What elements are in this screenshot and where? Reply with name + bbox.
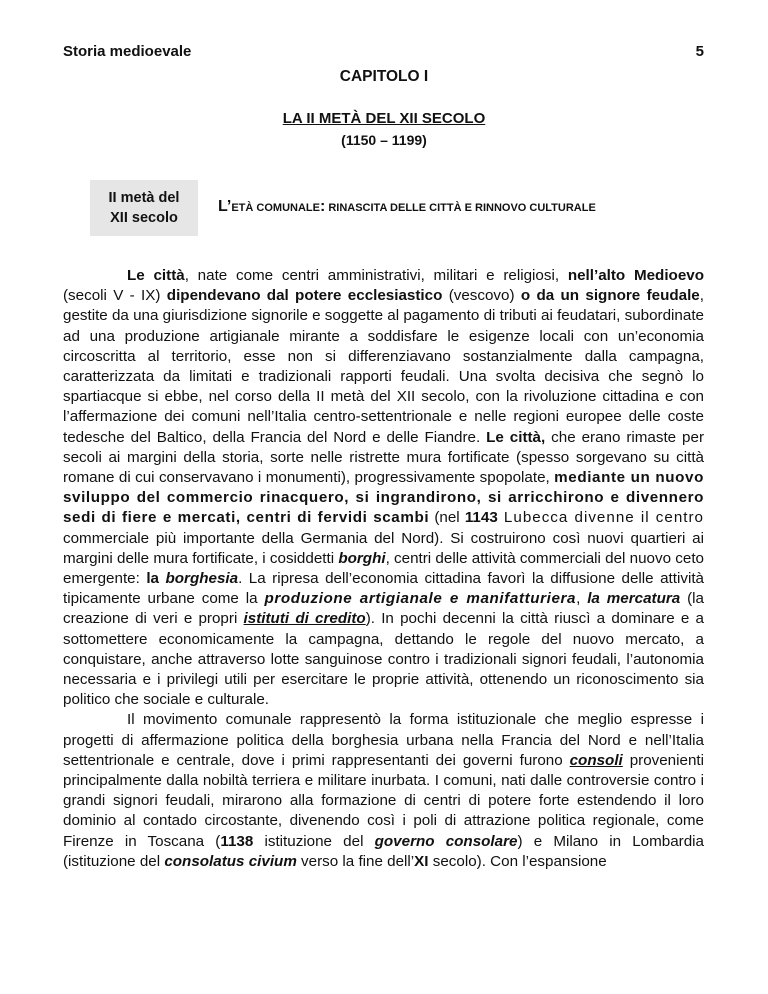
margin-note-line-1: II metà del [108,190,180,206]
page-number: 5 [695,43,704,60]
subtitle-initial: L [218,198,227,215]
text-bold-italic-underlined: consoli [569,751,623,769]
subtitle-apostrophe: ’ [226,198,232,215]
text-bold: dipendevano dal potere ecclesiastico [166,287,443,305]
section-title: LA II METÀ DEL XII SECOLO [282,110,486,127]
text: , centri delle attività commerciali del nuovo ceto emergente: [63,549,704,588]
text: istituzione del [253,832,375,850]
text-bold: o da un signore feudale [520,287,700,305]
running-header [63,43,704,60]
subtitle-part-1: ETÀ COMUNALE [231,202,320,214]
text: ) e Milano in Lombardia (istituzione del [63,832,704,870]
text: ). In pochi decenni la città riuscì a dominare e a sottomettere economicamente la campagna, dettando le regole del nuovo mercato, a conquistare, anche attraverso lotte sanguinose contro i tradizionali signori feudali, l’autonomia necessaria e i privilegi utili per esercitare le proprie attività, ottenendo un riconoscimento sia politico che sociale e culturale. [63,610,704,709]
text-bold: la [146,570,166,588]
text-bold-italic: consolatus civium [164,852,297,870]
paragraph-1 [63,266,704,710]
text-bold: nell’alto Medioevo [567,267,704,284]
margin-note-box [90,180,198,236]
text: che erano rimaste per secoli ai margini della storia, sorte nelle ristrette mura fortificate (spesso sorgevano su città romane di cui conservavano i monumenti), progressivamente spopolate, [63,428,705,487]
text-bold: 1138 [220,832,254,850]
text: verso la fine dell’ [296,852,415,870]
text-bold-italic: la mercatura [587,590,681,608]
text-bold-italic-underlined: istituti di credito [243,610,366,628]
section-years: (1150 – 1199) [341,132,427,148]
text: secolo). Con l’espansione [428,852,607,870]
chapter-heading: CAPITOLO I [339,68,429,85]
text-bold-italic: borghi [338,549,386,567]
text: (vescovo) [442,287,521,305]
text: commerciale più importante della Germania del Nord). Si costruirono così nuovi quartieri ai margini delle mura fortificate, i cosiddetti [63,529,704,567]
text: , gestite da una giurisdizione signorile e soggette al pagamento di tributi ai feudatari, subordinate ad una produzione artigianale mirante a soddisfare le esigenze locali con un’economia circoscritta al territorio, esse non si differenziavano sostanzialmente dalla campagna, caratterizzata da limitati e tradizionali rapporti feudali. Una svolta decisiva che segnò lo spartiacque si ebbe, nel corso della II metà del XII secolo, con la rivoluzione cittadina e con l’affermazione dei comuni nell’Italia centro-settentrionale e nelle regioni europee delle coste tedesche del Baltico, della Francia del Nord e delle Fiandre. [63,287,704,446]
paragraph-2 [63,710,704,872]
subtitle-colon: : [319,198,326,215]
text-bold: XI [414,852,429,870]
subsection-title [218,198,596,216]
text: Lubecca divenne il centro [497,509,705,527]
text-bold: Le città, [486,428,546,446]
text-bold-italic: borghesia [165,570,239,588]
text: . La ripresa dell’economia cittadina favorì la diffusione delle attività tipicamente urbane come la [63,570,704,608]
text: provenienti principalmente dalla nobiltà terriera e militare inurbata. I comuni, nati dalle controversie contro i grandi signori feudali, mirarono alla formazione di centri di potere forte estendendo il loro dominio al contado circostante, divenendo così i poli di attrazione politica regionale, come Firenze in Toscana ( [63,751,704,850]
text-bold-italic: governo consolare [374,832,518,850]
text-bold: Le città [127,267,185,284]
margin-note-line-2: XII secolo [110,210,178,226]
text: (la creazione di veri e propri [63,590,704,628]
text: Il movimento comunale rappresentò la forma istituzionale che meglio espresse i progetti di affermazione politica della borghesia urbana nella Francia del Nord e nell’Italia settentrionale e centrale, dove i primi rappresentanti dei governi furono [63,711,704,769]
text-bold-italic: produzione artigianale e manifatturiera [264,590,577,608]
text: (secoli V - IX) [63,287,167,305]
text-bold: 1143 [464,509,498,527]
header-title: Storia medioevale [63,43,192,60]
text: (nel [429,509,465,527]
text: , nate come centri amministrativi, militari e religiosi, [184,267,568,284]
subtitle-part-2: RINASCITA DELLE CITTÀ E RINNOVO CULTURALE [325,202,596,214]
text-bold: mediante un nuovo sviluppo del commercio rinacquero, si ingrandirono, si arricchirono e divennero sedi di fiere e mercati, centri di fervidi scambi [63,469,704,527]
text: , [576,590,588,608]
body-text [63,266,704,872]
